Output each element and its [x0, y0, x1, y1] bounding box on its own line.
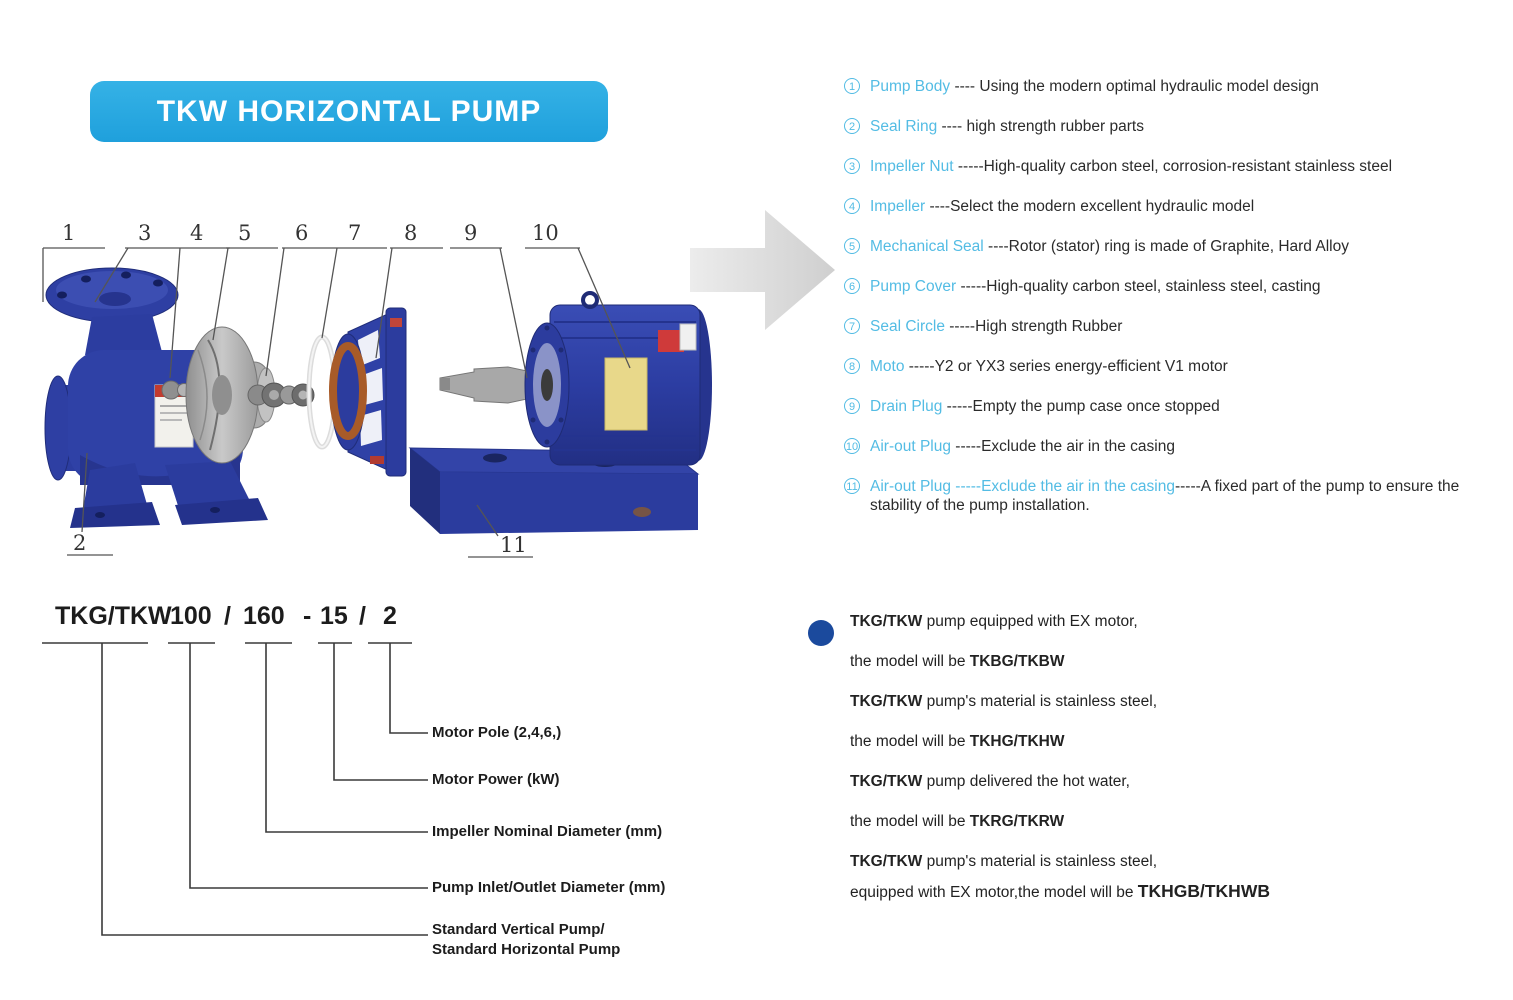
callout-10: 10: [532, 221, 559, 245]
note-line: the model will be TKHG/TKHW: [850, 733, 1065, 750]
circled-number: 7: [844, 318, 860, 334]
part-name: Impeller: [870, 198, 926, 215]
part-desc: -----High strength Rubber: [944, 318, 1123, 335]
list-item: 11 Air-out Plug -----Exclude the air in the casing-----A fixed part of the pump to ensure the stability of the pump installation.: [844, 477, 1492, 515]
circled-number: 11: [844, 478, 860, 494]
list-item: [844, 317, 1492, 336]
model-variant-notes: [808, 612, 1488, 923]
callout-11: 11: [500, 533, 527, 557]
circled-number: 8: [844, 358, 860, 374]
label-motor-power: Motor Power (kW): [432, 771, 560, 788]
part-desc: ---- Using the modern optimal hydraulic model design: [950, 78, 1319, 95]
list-item: [844, 117, 1492, 136]
bullet-icon: [808, 620, 834, 646]
circled-number: 6: [844, 278, 860, 294]
label-impeller-diameter: Impeller Nominal Diameter (mm): [432, 823, 663, 840]
page-title: TKW HORIZONTAL PUMP: [156, 94, 542, 128]
circled-number: 5: [844, 238, 860, 254]
model-pole: 2: [383, 602, 397, 630]
note-line: TKG/TKW pump's material is stainless steel,: [850, 693, 1158, 710]
list-item: [844, 277, 1492, 296]
callout-7: 7: [348, 221, 362, 245]
callout-8: 8: [404, 221, 418, 245]
note-line: TKG/TKW pump's material is stainless steel,: [850, 853, 1158, 870]
pump-cover-graphic: [331, 308, 406, 476]
part-desc: ----Rotor (stator) ring is made of Graphite, Hard Alloy: [983, 238, 1349, 255]
list-item: [844, 437, 1492, 456]
title-banner: [90, 81, 608, 142]
label-standard-pump-1: Standard Vertical Pump/: [432, 921, 605, 938]
part-name: Pump Cover: [870, 278, 957, 295]
part-desc: -----A fixed part of the pump to ensure the stability of the pump installation.: [870, 478, 1460, 514]
circled-number: 4: [844, 198, 860, 214]
note-line: the model will be TKBG/TKBW: [850, 653, 1065, 670]
circled-number: 3: [844, 158, 860, 174]
part-desc: ---- high strength rubber parts: [937, 118, 1144, 135]
callout-1: 1: [62, 221, 76, 245]
list-item: [844, 237, 1492, 256]
model-breakdown-lines: [40, 635, 440, 955]
exploded-pump-diagram: [30, 200, 845, 578]
list-item: [844, 197, 1492, 216]
callout-6: 6: [295, 221, 309, 245]
part-desc: -----High-quality carbon steel, corrosion-resistant stainless steel: [953, 158, 1393, 175]
note-line: the model will be TKRG/TKRW: [850, 813, 1065, 830]
part-name: Pump Body: [870, 78, 951, 95]
list-item: [844, 357, 1492, 376]
note-line: TKG/TKW pump delivered the hot water,: [850, 773, 1130, 790]
part-desc: -----Empty the pump case once stopped: [942, 398, 1220, 415]
list-item: [844, 77, 1492, 96]
model-sep3: /: [359, 602, 366, 630]
callout-9: 9: [464, 221, 478, 245]
motor-graphic: [440, 293, 712, 465]
label-standard-pump-2: Standard Horizontal Pump: [432, 941, 621, 958]
label-inlet-outlet-diameter: Pump Inlet/Outlet Diameter (mm): [432, 879, 666, 896]
model-series: TKG/TKW: [55, 602, 172, 630]
transition-arrow-icon: [690, 210, 835, 330]
model-inlet: 100: [170, 602, 212, 630]
model-sep2: -: [303, 602, 312, 630]
part-name: Air-out Plug: [870, 438, 951, 455]
part-name: Impeller Nut: [870, 158, 954, 175]
note-line: TKG/TKW pump equipped with EX motor,: [850, 613, 1138, 630]
parts-list: [844, 77, 1492, 536]
part-name: Moto: [870, 358, 905, 375]
callout-4: 4: [190, 221, 204, 245]
callout-2: 2: [73, 531, 87, 555]
model-power: 15: [320, 602, 348, 630]
callout-3: 3: [138, 221, 152, 245]
list-item: [844, 157, 1492, 176]
part-desc: -----Exclude the air in the casing: [950, 438, 1175, 455]
mechanical-seal-graphic: [248, 383, 314, 407]
circled-number: 1: [844, 78, 860, 94]
circled-number: 9: [844, 398, 860, 414]
part-name: Mechanical Seal: [870, 238, 984, 255]
model-sep1: /: [224, 602, 231, 630]
part-desc: -----High-quality carbon steel, stainless steel, casting: [956, 278, 1321, 295]
part-desc: ----Select the modern excellent hydraulic model: [925, 198, 1255, 215]
model-impeller: 160: [243, 602, 285, 630]
part-name: Drain Plug: [870, 398, 943, 415]
note-line: equipped with EX motor,the model will be TKHGB/TKHWB: [850, 881, 1270, 901]
part-name: Seal Circle: [870, 318, 945, 335]
label-motor-pole: Motor Pole (2,4,6,): [432, 724, 562, 741]
part-name: Air-out Plug: [870, 478, 951, 495]
circled-number: 2: [844, 118, 860, 134]
part-desc: -----Y2 or YX3 series energy-efficient V1 motor: [904, 358, 1228, 375]
part-name: Seal Ring: [870, 118, 938, 135]
circled-number: 10: [844, 438, 860, 454]
list-item: [844, 397, 1492, 416]
callout-5: 5: [238, 221, 252, 245]
